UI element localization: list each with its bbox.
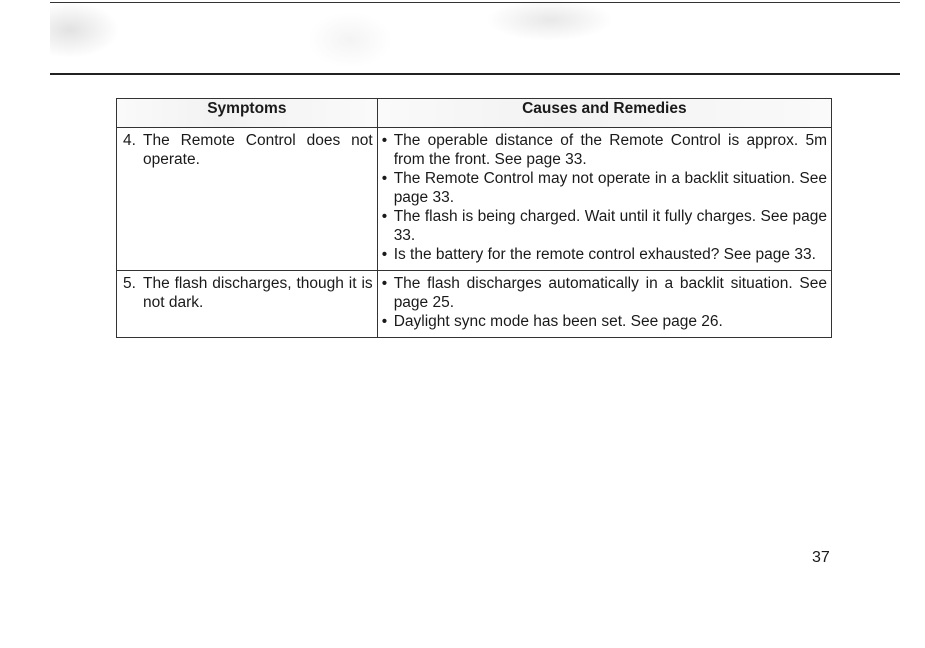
table-row xyxy=(117,128,832,271)
list-item xyxy=(382,169,827,207)
header-rule xyxy=(50,73,900,75)
list-item xyxy=(382,312,827,331)
symptom-number: 4. xyxy=(123,132,136,149)
symptom-cell xyxy=(117,271,378,338)
bullet: • xyxy=(381,313,388,330)
troubleshooting-table xyxy=(116,98,832,338)
list-item xyxy=(382,274,827,312)
cause-text: The flash discharges automatically in a backlit situation. See page 25. xyxy=(393,275,827,311)
table-header-row xyxy=(117,99,832,128)
list-item xyxy=(382,245,827,264)
causes-cell xyxy=(377,271,831,338)
causes-list xyxy=(382,131,827,264)
cause-text: Daylight sync mode has been set. See page 26. xyxy=(393,313,723,330)
bullet: • xyxy=(381,170,388,187)
symptoms-header: Symptoms xyxy=(117,99,378,128)
symptom-number: 5. xyxy=(123,275,136,292)
cause-text: The flash is being charged. Wait until it fully charges. See page 33. xyxy=(393,208,827,244)
page-number: 37 xyxy=(812,549,830,566)
causes-list xyxy=(382,274,827,331)
bullet: • xyxy=(381,246,388,263)
cause-text: The operable distance of the Remote Control is approx. 5m from the front. See page 33. xyxy=(393,132,827,168)
symptom-text: The Remote Control does not operate. xyxy=(143,132,373,168)
symptom-text: The flash discharges, though it is not dark. xyxy=(143,275,373,311)
header-shaded-band xyxy=(50,0,900,74)
top-rule xyxy=(50,2,900,3)
causes-cell xyxy=(377,128,831,271)
list-item xyxy=(382,131,827,169)
causes-header: Causes and Remedies xyxy=(377,99,831,128)
bullet: • xyxy=(381,132,388,149)
cause-text: Is the battery for the remote control exhausted? See page 33. xyxy=(393,246,816,263)
bullet: • xyxy=(381,208,388,225)
cause-text: The Remote Control may not operate in a backlit situation. See page 33. xyxy=(393,170,827,206)
symptom-cell xyxy=(117,128,378,271)
table-row xyxy=(117,271,832,338)
list-item xyxy=(382,207,827,245)
bullet: • xyxy=(381,275,388,292)
